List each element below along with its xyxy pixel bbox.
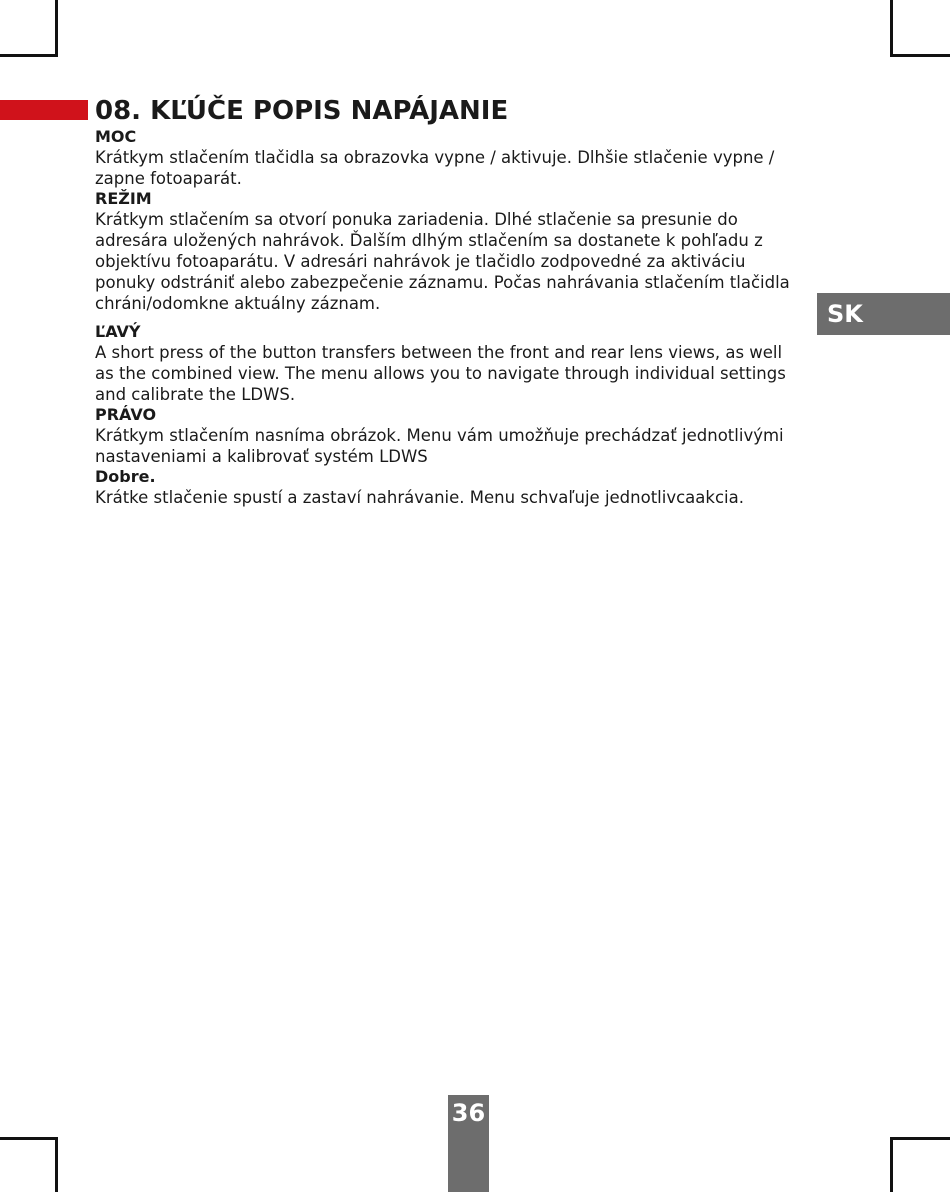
item-mode [95, 189, 795, 314]
crop-mark-bottom-left-vertical [55, 1137, 58, 1192]
item-text: A short press of the button transfers between the front and rear lens views, as well as the combined view. The menu allows you to navigate through individual settings and calibrate the LDWS. [95, 343, 786, 404]
item-power [95, 127, 795, 189]
crop-mark-top-left-horizontal [0, 54, 58, 57]
item-text: Krátkym stlačením nasníma obrázok. Menu vám umožňuje prechádzať jednotlivými nastaveniami a kalibrovať systém LDWS [95, 426, 784, 466]
item-ok [95, 467, 795, 508]
item-text: Krátkym stlačením sa otvorí ponuka zariadenia. Dlhé stlačenie sa presunie do adresára uložených nahrávok. Ďalším dlhým stlačením sa dostanete k pohľadu z objektívu fotoaparátu. V adresári nahrávok je tlačidlo zodpovedné za aktiváciu ponuky odstrániť alebo zabezpečenie záznamu. Počas nahrávania stlačením tlačidla chráni/odomkne aktuálny záznam. [95, 210, 790, 313]
crop-mark-bottom-right-horizontal [890, 1137, 950, 1140]
item-right [95, 405, 795, 467]
item-heading: PRÁVO [95, 405, 157, 424]
crop-mark-top-right-vertical [890, 0, 893, 57]
item-heading: Dobre. [95, 467, 156, 486]
crop-mark-bottom-right-vertical [890, 1137, 893, 1192]
crop-mark-bottom-left-horizontal [0, 1137, 58, 1140]
item-text: Krátke stlačenie spustí a zastaví nahrávanie. Menu schvaľuje jednotlivcaakcia. [95, 488, 744, 507]
section-accent-bar [0, 100, 88, 120]
crop-mark-top-left-vertical [55, 0, 58, 57]
item-heading: ĽAVÝ [95, 322, 141, 341]
section-title: 08. KĽÚČE POPIS NAPÁJANIE [95, 96, 509, 126]
language-tab: SK [817, 293, 950, 335]
section-content [95, 127, 795, 508]
spacer [95, 314, 795, 322]
crop-mark-top-right-horizontal [890, 54, 950, 57]
item-heading: MOC [95, 127, 137, 146]
item-text: Krátkym stlačením tlačidla sa obrazovka vypne / aktivuje. Dlhšie stlačenie vypne / zapne fotoaparát. [95, 148, 775, 188]
item-heading: REŽIM [95, 189, 152, 208]
item-left [95, 322, 795, 405]
page-number: 36 [448, 1095, 489, 1192]
